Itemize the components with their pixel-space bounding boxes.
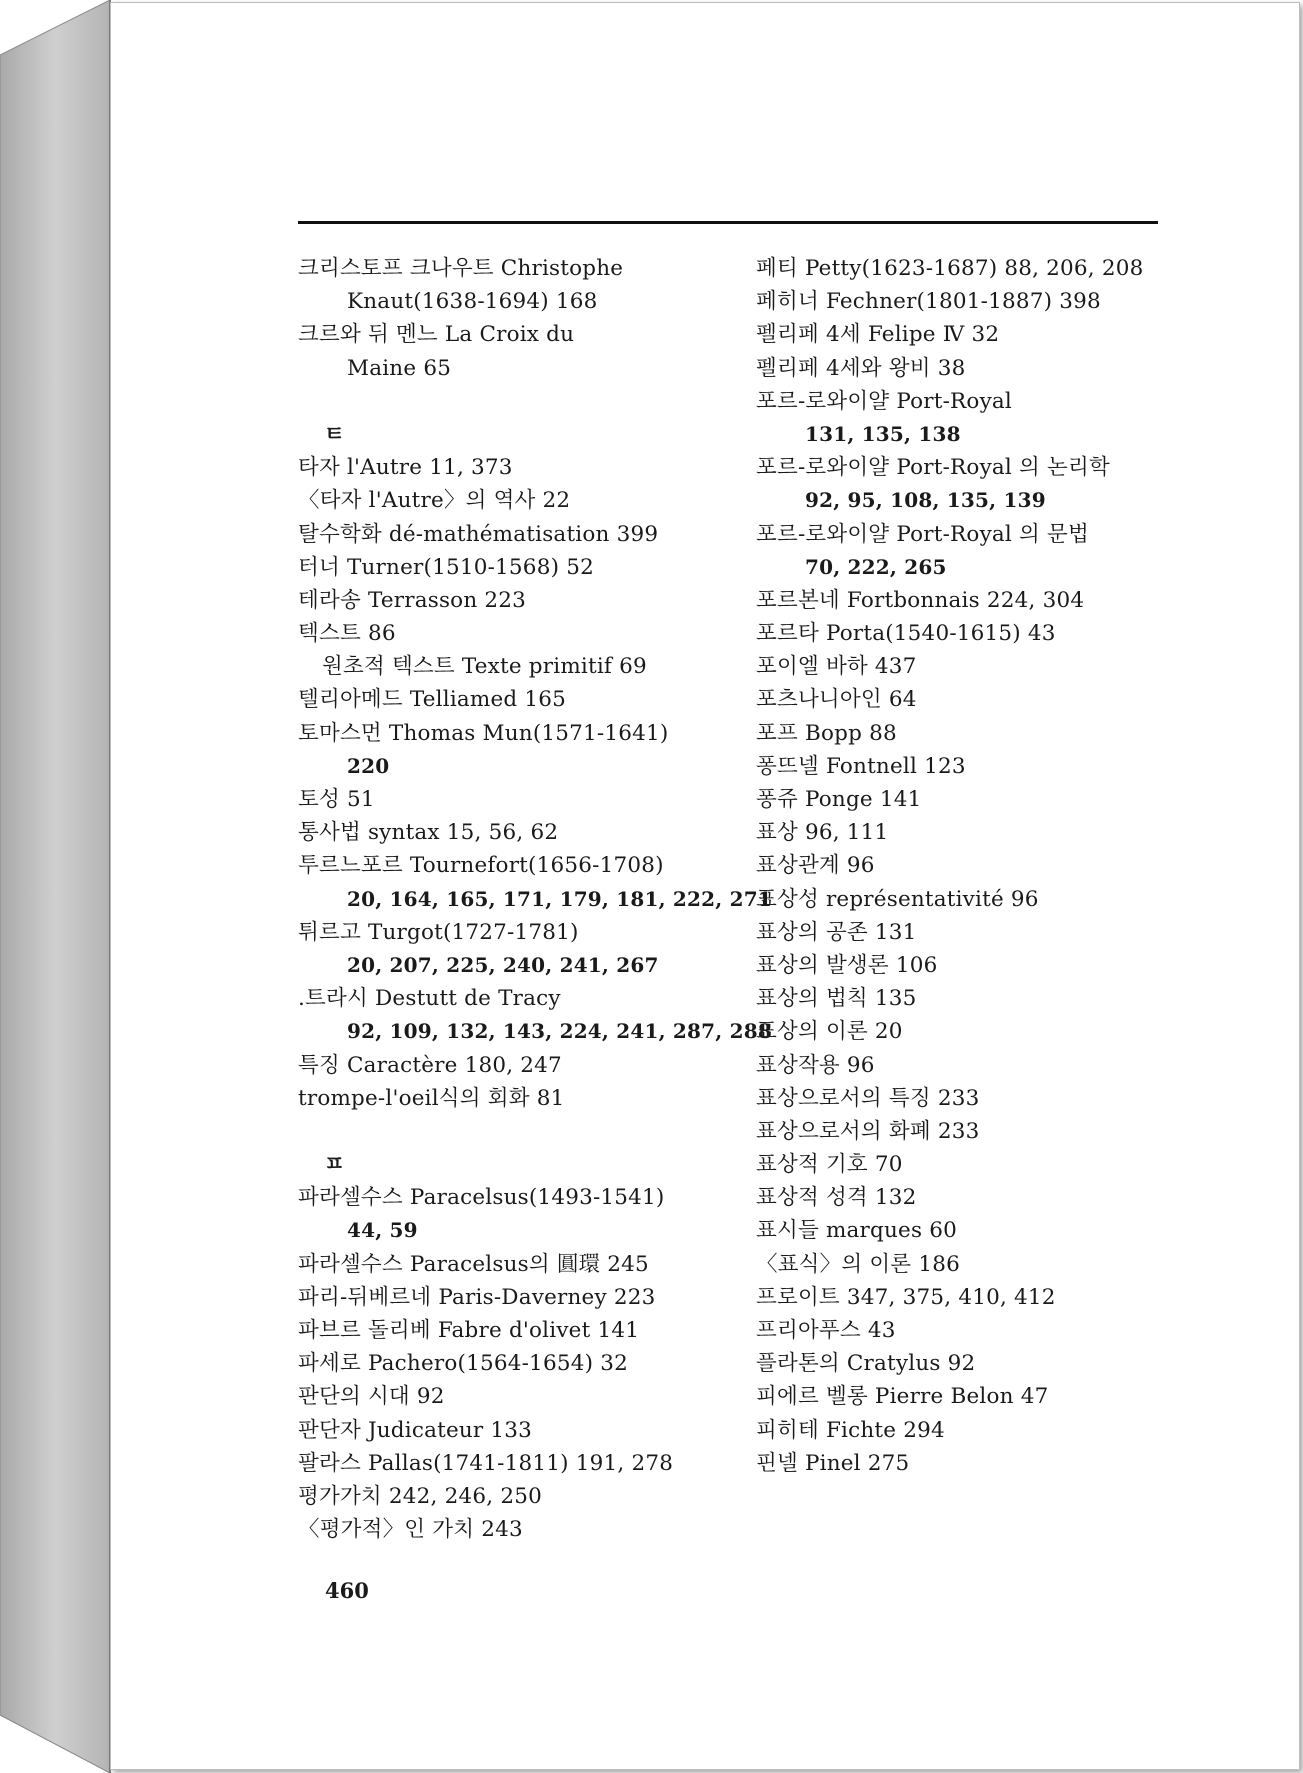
index-entry: 〈평가적〉인 가치 243 <box>298 1517 523 1543</box>
index-entry: 원초적 텍스트 Texte primitif 69 <box>322 654 647 680</box>
index-entry: 표상의 발생론 106 <box>756 952 938 978</box>
index-entry: 표상 96, 111 <box>756 820 889 846</box>
index-entry: 팔라스 Pallas(1741-1811) 191, 278 <box>298 1450 674 1476</box>
index-entry: 프리아푸스 43 <box>756 1318 896 1343</box>
index-entry: 퐁쥬 Ponge 141 <box>756 787 922 812</box>
index-spacer <box>298 385 728 418</box>
index-entry: 탈수학화 dé-mathématisation 399 <box>298 521 659 547</box>
index-entry: Knaut(1638-1694) 168 <box>347 289 598 315</box>
index-entry: 판단의 시대 92 <box>298 1384 445 1410</box>
index-column-right <box>756 252 1176 1480</box>
index-entry: 220 <box>347 753 390 778</box>
page-number: 460 <box>325 1578 369 1603</box>
index-entry: 92, 95, 108, 135, 139 <box>805 488 1046 513</box>
index-entry: 44, 59 <box>347 1218 418 1243</box>
index-entry: 판단자 Judicateur 133 <box>298 1417 533 1443</box>
index-entry: 프로이트 347, 375, 410, 412 <box>756 1284 1056 1310</box>
index-entry: 평가가치 242, 246, 250 <box>298 1483 542 1509</box>
index-entry: 핀넬 Pinel 275 <box>756 1450 910 1476</box>
index-entry: 펠리페 4세와 왕비 38 <box>756 355 966 381</box>
index-entry: 표상성 représentativité 96 <box>756 886 1039 912</box>
index-entry: 포프 Bopp 88 <box>756 720 897 746</box>
index-section-heading: ㅍ <box>324 1152 345 1178</box>
index-entry: 포르-로와이얄 Port-Royal 의 문법 <box>756 521 1089 547</box>
index-entry: 포르본네 Fortbonnais 224, 304 <box>756 587 1085 613</box>
index-entry: 펠리페 4세 Felipe Ⅳ 32 <box>756 322 1000 348</box>
index-entry: 크르와 뒤 멘느 La Croix du <box>298 322 575 348</box>
index-entry: .트라시 Destutt de Tracy <box>298 986 561 1012</box>
index-spacer <box>298 1115 728 1148</box>
index-entry: 포르타 Porta(1540-1615) 43 <box>756 621 1056 647</box>
index-entry: 터너 Turner(1510-1568) 52 <box>298 554 594 580</box>
index-entry: 20, 207, 225, 240, 241, 267 <box>347 952 659 977</box>
index-entry: 파브르 돌리베 Fabre d'olivet 141 <box>298 1318 640 1343</box>
index-entry: 포르-로와이얄 Port-Royal <box>756 388 1013 414</box>
index-entry: 표상으로서의 특징 233 <box>756 1085 980 1111</box>
index-entry: 〈표식〉의 이론 186 <box>756 1251 960 1277</box>
index-entry: 통사법 syntax 15, 56, 62 <box>298 820 559 846</box>
index-entry: 파세로 Pachero(1564-1654) 32 <box>298 1351 628 1377</box>
index-entry: 20, 164, 165, 171, 179, 181, 222, 271 <box>347 886 772 911</box>
index-entry: 테라송 Terrasson 223 <box>298 587 527 613</box>
index-entry: 92, 109, 132, 143, 224, 241, 287, 288 <box>347 1019 772 1044</box>
index-entry: 〈타자 l'Autre〉의 역사 22 <box>298 488 571 514</box>
index-entry: 파리-뒤베르네 Paris-Daverney 223 <box>298 1284 656 1310</box>
index-entry: 텍스트 86 <box>298 621 396 647</box>
index-entry: 크리스토프 크나우트 Christophe <box>298 256 624 281</box>
index-entry: Maine 65 <box>347 355 452 381</box>
index-entry: 페티 Petty(1623-1687) 88, 206, 208 <box>756 256 1144 281</box>
index-entry: 표상관계 96 <box>756 853 875 879</box>
index-entry: 파라셀수스 Paracelsus의 圓環 245 <box>298 1251 649 1277</box>
index-entry: 포이엘 바하 437 <box>756 654 917 680</box>
index-entry: 70, 222, 265 <box>805 554 947 579</box>
index-entry: 표상의 공존 131 <box>756 919 917 945</box>
index-entry: 페히너 Fechner(1801-1887) 398 <box>756 289 1101 315</box>
index-column-left <box>298 252 772 1546</box>
index-entry: 파라셀수스 Paracelsus(1493-1541) <box>298 1185 665 1211</box>
index-entry: 표상적 기호 70 <box>756 1152 903 1178</box>
index-entry: 튀르고 Turgot(1727-1781) <box>298 919 579 945</box>
index-entry: 표상적 성격 132 <box>756 1185 917 1211</box>
index-entry: 특징 Caractère 180, 247 <box>298 1052 562 1078</box>
index-entry: 표상의 이론 20 <box>756 1019 903 1045</box>
index-entry: 피히테 Fichte 294 <box>756 1417 945 1443</box>
index-entry: 131, 135, 138 <box>805 421 961 446</box>
index-entry: 투르느포르 Tournefort(1656-1708) <box>298 853 664 879</box>
index-entry: 포르-로와이얄 Port-Royal 의 논리학 <box>756 455 1110 481</box>
index-entry: 텔리아메드 Telliamed 165 <box>298 687 567 713</box>
index-entry: 퐁뜨넬 Fontnell 123 <box>756 753 966 779</box>
index-entry: 표시들 marques 60 <box>756 1218 957 1244</box>
index-entry: 플라톤의 Cratylus 92 <box>756 1351 976 1377</box>
index-entry: 피에르 벨롱 Pierre Belon 47 <box>756 1384 1049 1410</box>
index-entry: 토마스먼 Thomas Mun(1571-1641) <box>298 720 669 746</box>
index-entry: 토성 51 <box>298 787 375 812</box>
index-entry: trompe-l'oeil식의 회화 81 <box>298 1085 565 1111</box>
header-rule <box>298 221 1158 224</box>
index-entry: 표상으로서의 화폐 233 <box>756 1118 980 1144</box>
index-entry: 타자 l'Autre 11, 373 <box>298 455 513 481</box>
index-entry: 포츠나니아인 64 <box>756 687 917 713</box>
book-spine <box>0 0 112 1773</box>
index-section-heading: ㅌ <box>324 421 345 447</box>
index-entry: 표상의 법칙 135 <box>756 986 917 1012</box>
index-entry: 표상작용 96 <box>756 1052 875 1078</box>
